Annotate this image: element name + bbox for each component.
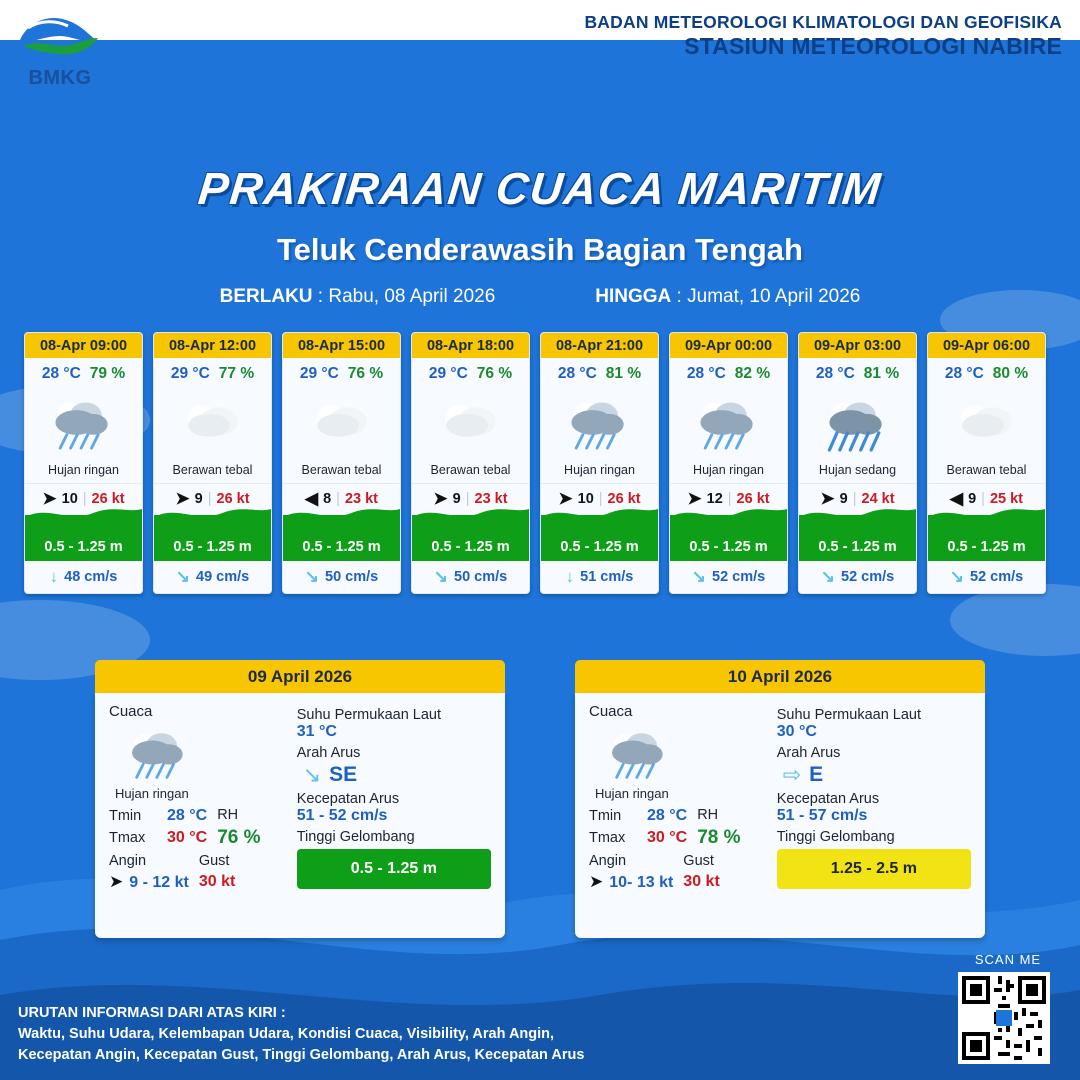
forecast-condition-icon [541, 385, 658, 461]
wind-direction-icon: ◀ [305, 489, 319, 508]
valid-from: BERLAKU : Rabu, 08 April 2026 [219, 286, 496, 307]
forecast-condition-icon [25, 385, 142, 461]
forecast-temp-humidity [928, 358, 1045, 385]
daily-wave-label: Tinggi Gelombang [296, 829, 415, 845]
daily-rh-label: RH [697, 807, 719, 823]
bmkg-logo [14, 10, 106, 89]
agency-line-2: STASIUN METEOROLOGI NABIRE [684, 32, 1062, 59]
forecast-wave-height: 0.5 - 1.25 m [302, 539, 381, 555]
wave-shape-icon [541, 503, 658, 525]
wind-visibility: 8 [323, 490, 332, 507]
weather-icon-rain-light [44, 393, 124, 454]
current-speed: 50 cm/s [454, 568, 508, 585]
daily-current-speed-label: Kecepatan Arus [776, 791, 880, 807]
daily-tmin-label: Tmin [589, 808, 622, 824]
forecast-card [24, 332, 143, 594]
daily-current-direction-label: Arah Arus [296, 745, 361, 761]
validity-row [0, 286, 1080, 308]
daily-rh-value: 78 % [697, 827, 741, 848]
forecast-wave-height: 0.5 - 1.25 m [44, 539, 123, 555]
forecast-wave-band [541, 515, 658, 561]
daily-metrics [109, 807, 289, 896]
wind-visibility: 9 [194, 490, 203, 507]
forecast-temp-humidity [154, 358, 271, 385]
forecast-temperature: 29 °C [299, 365, 339, 382]
current-direction-icon: ↘ [691, 567, 707, 586]
wind-direction-icon: ➤ [42, 489, 57, 508]
current-direction-icon: ↘ [175, 567, 191, 586]
forecast-wave-height: 0.5 - 1.25 m [947, 539, 1026, 555]
daily-date: 09 April 2026 [95, 660, 505, 693]
wind-visibility: 10 [577, 490, 594, 507]
forecast-time: 08-Apr 18:00 [412, 333, 529, 358]
scan-me-label: SCAN ME [974, 952, 1042, 967]
wind-visibility: 9 [452, 490, 461, 507]
forecast-wave-height: 0.5 - 1.25 m [173, 539, 252, 555]
forecast-humidity: 76 % [476, 365, 513, 382]
daily-current-direction [303, 763, 491, 787]
wind-separator: | [727, 490, 732, 507]
daily-cuaca-label: Cuaca [109, 703, 153, 720]
forecast-condition-label: Hujan sedang [818, 463, 897, 477]
legend-line-3: Kecepatan Angin, Kecepatan Gust, Tinggi Gelombang, Arah Arus, Kecepatan Arus [18, 1046, 585, 1063]
daily-angin-label: Angin [589, 853, 627, 869]
forecast-wave-height: 0.5 - 1.25 m [689, 539, 768, 555]
daily-sst-value: 30 °C [776, 723, 817, 740]
current-direction-icon: ↓ [49, 567, 59, 586]
current-speed: 51 cm/s [580, 568, 634, 585]
forecast-temperature: 28 °C [557, 365, 597, 382]
wind-separator: | [465, 490, 470, 507]
forecast-wave-height: 0.5 - 1.25 m [431, 539, 510, 555]
forecast-wave-band [928, 515, 1045, 561]
daily-angin-value: 10- 13 kt [609, 874, 674, 891]
daily-wave-band [777, 849, 971, 889]
forecast-condition-icon [670, 385, 787, 461]
forecast-card [153, 332, 272, 594]
scan-me-block[interactable] [958, 952, 1058, 1064]
forecast-time: 08-Apr 15:00 [283, 333, 400, 358]
daily-wave-value: 1.25 - 2.5 m [830, 860, 917, 877]
wind-speed: 25 kt [989, 490, 1023, 507]
daily-tmax-value: 30 °C [647, 829, 688, 846]
forecast-time: 09-Apr 03:00 [799, 333, 916, 358]
daily-left-column [109, 703, 289, 926]
forecast-temperature: 29 °C [170, 365, 210, 382]
forecast-condition-icon [283, 385, 400, 461]
wind-visibility: 9 [968, 490, 977, 507]
daily-gust-label: Gust [198, 853, 230, 869]
forecast-time: 08-Apr 21:00 [541, 333, 658, 358]
wind-visibility: 9 [839, 490, 848, 507]
wind-speed: 26 kt [91, 490, 125, 507]
forecast-temperature: 28 °C [944, 365, 984, 382]
forecast-card [411, 332, 530, 594]
daily-sst-label: Suhu Permukaan Laut [776, 707, 922, 723]
daily-wave-value: 0.5 - 1.25 m [350, 860, 437, 877]
qr-code[interactable] [958, 972, 1050, 1064]
daily-wave-label: Tinggi Gelombang [776, 829, 895, 845]
bmkg-logo-icon [14, 10, 106, 62]
daily-gust-value: 30 kt [198, 873, 236, 890]
forecast-temperature: 28 °C [686, 365, 726, 382]
wind-direction-icon: ➤ [687, 489, 702, 508]
daily-angin-label: Angin [109, 853, 147, 869]
daily-current-speed-value: 51 - 57 cm/s [776, 807, 868, 824]
forecast-temp-humidity [799, 358, 916, 385]
forecast-temp-humidity [412, 358, 529, 385]
daily-right-column [777, 703, 971, 926]
daily-current-direction [783, 763, 971, 787]
daily-tmin-value: 28 °C [647, 807, 688, 824]
forecast-wave-band [283, 515, 400, 561]
valid-to: HINGGA : Jumat, 10 April 2026 [595, 286, 861, 307]
daily-condition-icon [589, 720, 769, 786]
wave-shape-icon [25, 503, 142, 525]
daily-condition-label: Hujan ringan [595, 786, 669, 801]
forecast-current [25, 561, 142, 593]
current-speed: 52 cm/s [970, 568, 1024, 585]
forecast-temperature: 28 °C [815, 365, 855, 382]
current-direction-icon: ↘ [433, 567, 449, 586]
wind-separator: | [207, 490, 212, 507]
forecast-time: 08-Apr 12:00 [154, 333, 271, 358]
forecast-condition-label: Hujan ringan [48, 463, 119, 477]
daily-body [95, 693, 505, 938]
daily-condition-icon [109, 720, 289, 786]
forecast-current [799, 561, 916, 593]
agency-title [584, 12, 1062, 60]
wind-speed: 26 kt [607, 490, 641, 507]
daily-tmin-label: Tmin [109, 808, 142, 824]
wave-shape-icon [154, 503, 271, 525]
weather-icon-cloudy [173, 393, 253, 454]
qr-code-icon [962, 976, 1046, 1060]
forecast-wave-height: 0.5 - 1.25 m [818, 539, 897, 555]
weather-icon-cloudy [947, 393, 1027, 454]
wind-speed: 23 kt [344, 490, 378, 507]
forecast-wave-band [25, 515, 142, 561]
forecast-card [927, 332, 1046, 594]
wave-shape-icon [283, 503, 400, 525]
wind-direction-icon: ◀ [950, 489, 964, 508]
current-direction-icon: ↓ [565, 567, 575, 586]
daily-sst-label: Suhu Permukaan Laut [296, 707, 442, 723]
forecast-wave-band [154, 515, 271, 561]
page-title: PRAKIRAAN CUACA MARITIM [195, 163, 885, 214]
forecast-current [283, 561, 400, 593]
current-direction-icon: ↘ [949, 567, 965, 586]
forecast-current [412, 561, 529, 593]
daily-tmax-value: 30 °C [167, 829, 208, 846]
daily-date: 10 April 2026 [575, 660, 985, 693]
wind-speed: 23 kt [474, 490, 508, 507]
valid-to-label: HINGGA [595, 286, 672, 307]
forecast-condition-icon [799, 385, 916, 461]
daily-current-speed-value: 51 - 52 cm/s [296, 807, 388, 824]
wind-separator: | [336, 490, 340, 507]
forecast-condition-icon [928, 385, 1045, 461]
weather-icon-rain-light [601, 724, 678, 783]
wind-direction-icon: ➤ [558, 489, 573, 508]
forecast-card [282, 332, 401, 594]
forecast-current [541, 561, 658, 593]
current-speed: 50 cm/s [325, 568, 379, 585]
forecast-time: 09-Apr 00:00 [670, 333, 787, 358]
wind-direction-icon: ➤ [433, 489, 448, 508]
valid-from-label: BERLAKU [219, 286, 313, 307]
legend-line-1: URUTAN INFORMASI DARI ATAS KIRI : [18, 1004, 286, 1021]
valid-from-value: Rabu, 08 April 2026 [328, 286, 496, 307]
forecast-humidity: 76 % [347, 365, 384, 382]
daily-tmin-value: 28 °C [167, 807, 208, 824]
forecast-temperature: 28 °C [41, 365, 81, 382]
current-speed: 49 cm/s [196, 568, 250, 585]
daily-wave-band [297, 849, 491, 889]
daily-panel-09-april [95, 660, 505, 938]
forecast-condition-label: Berawan tebal [301, 463, 382, 477]
wave-shape-icon [412, 503, 529, 525]
agency-line-1: BADAN METEOROLOGI KLIMATOLOGI DAN GEOFISIKA [584, 12, 1062, 32]
forecast-current [670, 561, 787, 593]
forecast-time: 08-Apr 09:00 [25, 333, 142, 358]
wind-separator: | [598, 490, 603, 507]
daily-gust-value: 30 kt [683, 873, 720, 890]
wind-separator: | [82, 490, 87, 507]
forecast-card [540, 332, 659, 594]
daily-panel-10-april [575, 660, 985, 938]
daily-body [575, 693, 985, 938]
daily-right-column [297, 703, 491, 926]
forecast-condition-label: Hujan ringan [564, 463, 635, 477]
forecast-card-list [24, 332, 1056, 594]
wave-shape-icon [928, 503, 1045, 525]
bmkg-logo-text: BMKG [28, 67, 92, 89]
forecast-time: 09-Apr 06:00 [928, 333, 1045, 358]
current-direction-icon: ↘ [820, 567, 836, 586]
weather-icon-cloudy [431, 393, 511, 454]
daily-sst-value: 31 °C [296, 723, 337, 740]
daily-cuaca-label: Cuaca [589, 703, 633, 720]
legend-note [18, 1003, 638, 1066]
weather-icon-rain-light [560, 393, 640, 454]
forecast-humidity: 77 % [218, 365, 255, 382]
forecast-current [928, 561, 1045, 593]
wind-direction-icon: ➤ [820, 489, 835, 508]
valid-to-value: Jumat, 10 April 2026 [687, 286, 861, 307]
forecast-condition-label: Berawan tebal [172, 463, 253, 477]
forecast-temp-humidity [283, 358, 400, 385]
weather-icon-rain-light [689, 393, 769, 454]
daily-wind-direction-icon: ➤ [589, 872, 604, 891]
forecast-humidity: 82 % [734, 365, 771, 382]
daily-current-direction-value: E [809, 763, 824, 786]
forecast-condition-icon [154, 385, 271, 461]
forecast-condition-icon [412, 385, 529, 461]
wave-shape-icon [670, 503, 787, 525]
weather-icon-cloudy [302, 393, 382, 454]
wind-direction-icon: ➤ [175, 489, 190, 508]
forecast-card [798, 332, 917, 594]
daily-current-direction-icon: ⇨ [782, 762, 802, 787]
page-subtitle: Teluk Cenderawasih Bagian Tengah [277, 232, 803, 267]
daily-angin-value: 9 - 12 kt [129, 874, 189, 891]
legend-line-2: Waktu, Suhu Udara, Kelembapan Udara, Kondisi Cuaca, Visibility, Arah Angin, [18, 1025, 555, 1042]
wind-speed: 26 kt [736, 490, 770, 507]
forecast-wave-band [670, 515, 787, 561]
daily-current-direction-icon: ↘ [302, 762, 322, 787]
forecast-condition-label: Berawan tebal [946, 463, 1027, 477]
forecast-temperature: 29 °C [428, 365, 468, 382]
wind-speed: 24 kt [861, 490, 895, 507]
forecast-current [154, 561, 271, 593]
current-direction-icon: ↘ [304, 567, 320, 586]
forecast-card [669, 332, 788, 594]
forecast-humidity: 81 % [863, 365, 900, 382]
forecast-humidity: 79 % [89, 365, 126, 382]
current-speed: 48 cm/s [64, 568, 118, 585]
forecast-humidity: 80 % [992, 365, 1029, 382]
daily-tmax-label: Tmax [109, 830, 146, 846]
daily-current-direction-value: SE [329, 763, 358, 786]
daily-rh-value: 76 % [217, 827, 261, 848]
forecast-condition-label: Berawan tebal [430, 463, 511, 477]
daily-left-column [589, 703, 769, 926]
current-speed: 52 cm/s [712, 568, 766, 585]
wave-shape-icon [799, 503, 916, 525]
current-speed: 52 cm/s [841, 568, 895, 585]
forecast-humidity: 81 % [605, 365, 642, 382]
wind-visibility: 12 [706, 490, 723, 507]
forecast-temp-humidity [541, 358, 658, 385]
daily-current-direction-label: Arah Arus [776, 745, 841, 761]
weather-icon-rain-light [121, 724, 198, 783]
daily-rh-label: RH [217, 807, 239, 823]
weather-icon-rain-mod [818, 393, 898, 454]
daily-gust-label: Gust [683, 853, 714, 869]
wind-separator: | [981, 490, 985, 507]
wind-visibility: 10 [61, 490, 78, 507]
wind-separator: | [852, 490, 857, 507]
daily-current-speed-label: Kecepatan Arus [296, 791, 400, 807]
forecast-wave-height: 0.5 - 1.25 m [560, 539, 639, 555]
daily-condition-label: Hujan ringan [115, 786, 189, 801]
forecast-temp-humidity [670, 358, 787, 385]
daily-tmax-label: Tmax [589, 830, 626, 846]
forecast-condition-label: Hujan ringan [693, 463, 764, 477]
forecast-wave-band [412, 515, 529, 561]
daily-metrics [589, 807, 769, 896]
forecast-wave-band [799, 515, 916, 561]
forecast-temp-humidity [25, 358, 142, 385]
daily-wind-direction-icon: ➤ [109, 872, 124, 891]
wind-speed: 26 kt [216, 490, 250, 507]
